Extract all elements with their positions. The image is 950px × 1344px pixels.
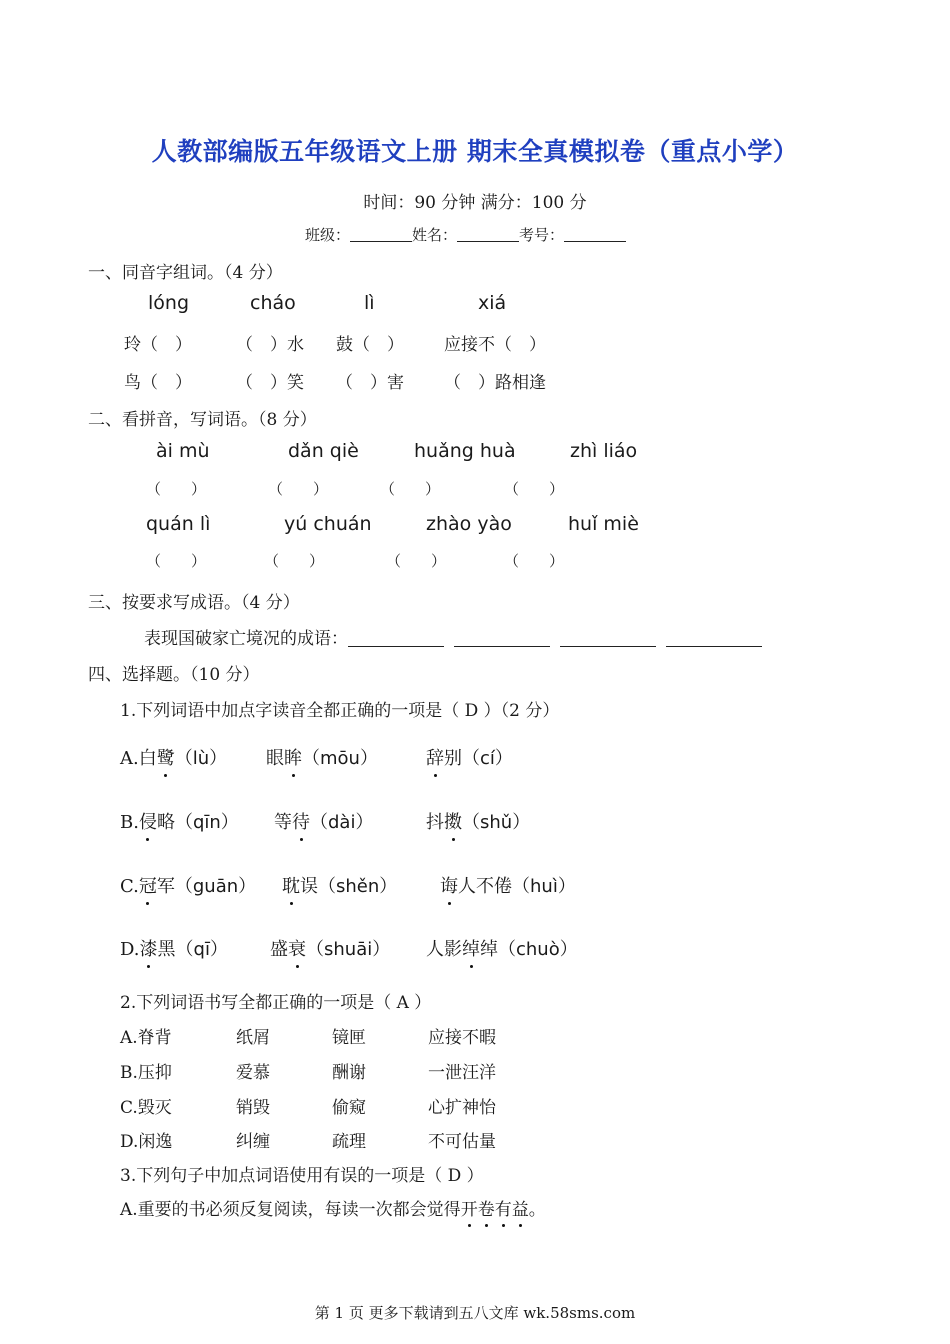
dotted-char: 眸 [284,744,302,770]
pinyin: cháo [250,292,296,314]
dotted-char: 待 [292,808,310,834]
option-text: （shǔ） [462,812,531,833]
exam-no-label: 考号： [519,226,565,244]
class-blank [350,226,412,242]
option-text: 人不倦（huì） [458,876,576,897]
question-1-option-b [274,808,373,834]
dotted-char: 诲 [440,872,458,898]
pinyin: quán lì [146,513,211,535]
name-blank [457,226,519,242]
word-blank: 鼓（ ） [336,335,404,355]
word-blank: （ ）水 [236,335,304,355]
dotted-phrase [461,1200,529,1220]
exam-meta: 时间：90 分钟 满分：100 分 [363,193,587,213]
idiom-blank [348,630,444,647]
dotted-char: 侵 [139,808,157,834]
option-text: （shuāi） [306,939,391,960]
choice-word: A.脊背 [120,1028,172,1048]
question-1: 1.下列词语中加点字读音全都正确的一项是（ D ）（2 分） [120,701,560,721]
section-2-heading: 二、看拼音，写词语。（8 分） [88,410,317,430]
question-3: 3.下列句子中加点词语使用有误的一项是（ D ） [120,1166,484,1186]
dotted-char: 绰 [462,935,480,961]
choice-word: 一泄汪洋 [428,1063,496,1083]
question-1-option-d [120,935,228,961]
pinyin: lì [364,292,375,314]
option-text: A.白 [120,748,157,769]
option-text: 绰（chuò） [480,939,578,960]
idiom-blank [560,630,656,647]
choice-word: 酬谢 [332,1063,366,1083]
idiom-prompt [144,624,772,649]
question-1-option-a [266,744,378,770]
option-text: B. [120,812,139,833]
question-1-option-a [426,744,513,770]
question-1-option-b [120,808,239,834]
idiom-blank [666,630,762,647]
dotted-char: 卷 [478,1195,495,1220]
option-text: 。 [528,1200,546,1220]
idiom-prompt-text: 表现国破家亡境况的成语： [144,629,348,649]
option-text: 等 [274,812,292,833]
question-1-option-c [120,872,256,898]
student-info-row [305,224,626,245]
answer-paren: （ ） [146,480,207,498]
word-blank: 应接不（ ） [444,335,546,355]
idiom-blank [454,630,550,647]
option-text: 眼 [266,748,284,769]
pinyin: yú chuán [284,513,372,535]
answer-paren: （ ） [146,552,207,570]
option-text: 抖 [426,812,444,833]
question-2: 2.下列词语书写全都正确的一项是（ A ） [120,993,432,1013]
choice-word: 疏理 [332,1132,366,1152]
dotted-char: 衰 [288,935,306,961]
option-text: 别（cí） [444,748,513,769]
answer-paren: （ ） [264,552,325,570]
answer-paren: （ ） [268,480,329,498]
option-text: D. [120,939,140,960]
pinyin: lóng [148,292,190,314]
choice-word: 纠缠 [236,1132,270,1152]
option-text: 盛 [270,939,288,960]
option-text: 误（shěn） [300,876,398,897]
question-1-option-a [120,744,227,770]
choice-word: 纸屑 [236,1028,270,1048]
option-text: 人影 [426,939,462,960]
pinyin: huǐ miè [568,513,639,535]
pinyin: dǎn qiè [288,440,359,462]
class-label: 班级： [305,226,351,244]
pinyin: huǎng huà [414,440,516,462]
word-blank: 玲（ ） [124,335,192,355]
option-text: （lù） [174,748,228,769]
word-blank: （ ）害 [336,373,404,393]
option-text: 略（qīn） [156,812,239,833]
choice-word: 偷窥 [332,1098,366,1118]
word-blank: （ ）路相逢 [444,373,546,393]
choice-word: 心扩神怡 [428,1098,496,1118]
choice-word: D.闲逸 [120,1132,173,1152]
page-footer: 第 1 页 更多下载请到五八文库 wk.58sms.com [314,1304,636,1322]
section-1-heading: 一、同音字组词。（4 分） [88,263,283,283]
section-3-heading: 三、按要求写成语。（4 分） [88,593,300,613]
word-blank: （ ）笑 [236,373,304,393]
option-text: 黑（qī） [157,939,228,960]
question-1-option-c [282,872,397,898]
page-title: 人教部编版五年级语文上册 期末全真模拟卷（重点小学） [151,137,799,166]
option-text: C. [120,876,139,897]
question-1-option-d [270,935,390,961]
dotted-char: 有 [495,1195,512,1220]
choice-word: 爱慕 [236,1063,270,1083]
answer-paren: （ ） [386,552,447,570]
dotted-char: 冠 [139,872,157,898]
choice-word: 不可估量 [428,1132,496,1152]
dotted-char: 鹭 [157,744,175,770]
answer-paren: （ ） [504,480,565,498]
option-text: A.重要的书必须反复阅读，每读一次都会觉得 [120,1200,461,1220]
dotted-char: 益 [512,1195,529,1220]
option-text: （dài） [310,812,374,833]
question-1-option-d [426,935,578,961]
answer-paren: （ ） [380,480,441,498]
question-1-option-c [440,872,576,898]
dotted-char: 耽 [282,872,300,898]
pinyin: zhào yào [426,513,512,535]
section-4-heading: 四、选择题。（10 分） [88,665,260,685]
dotted-char: 擞 [444,808,462,834]
exam-no-blank [564,226,626,242]
option-text: 军（guān） [156,876,257,897]
pinyin: zhì liáo [570,440,638,462]
question-1-option-b [426,808,530,834]
dotted-char: 漆 [140,935,158,961]
choice-word: 镜匣 [332,1028,366,1048]
choice-word: 应接不暇 [428,1028,496,1048]
option-text: （mōu） [302,748,378,769]
name-label: 姓名： [412,226,458,244]
question-3-option-a [120,1195,546,1220]
answer-paren: （ ） [504,552,565,570]
dotted-char: 开 [461,1195,478,1220]
pinyin: ài mù [156,440,210,462]
choice-word: C.毁灭 [120,1098,172,1118]
word-blank: 鸟（ ） [124,373,192,393]
pinyin: xiá [478,292,507,314]
dotted-char: 辞 [426,744,444,770]
choice-word: 销毁 [236,1098,270,1118]
choice-word: B.压抑 [120,1063,172,1083]
